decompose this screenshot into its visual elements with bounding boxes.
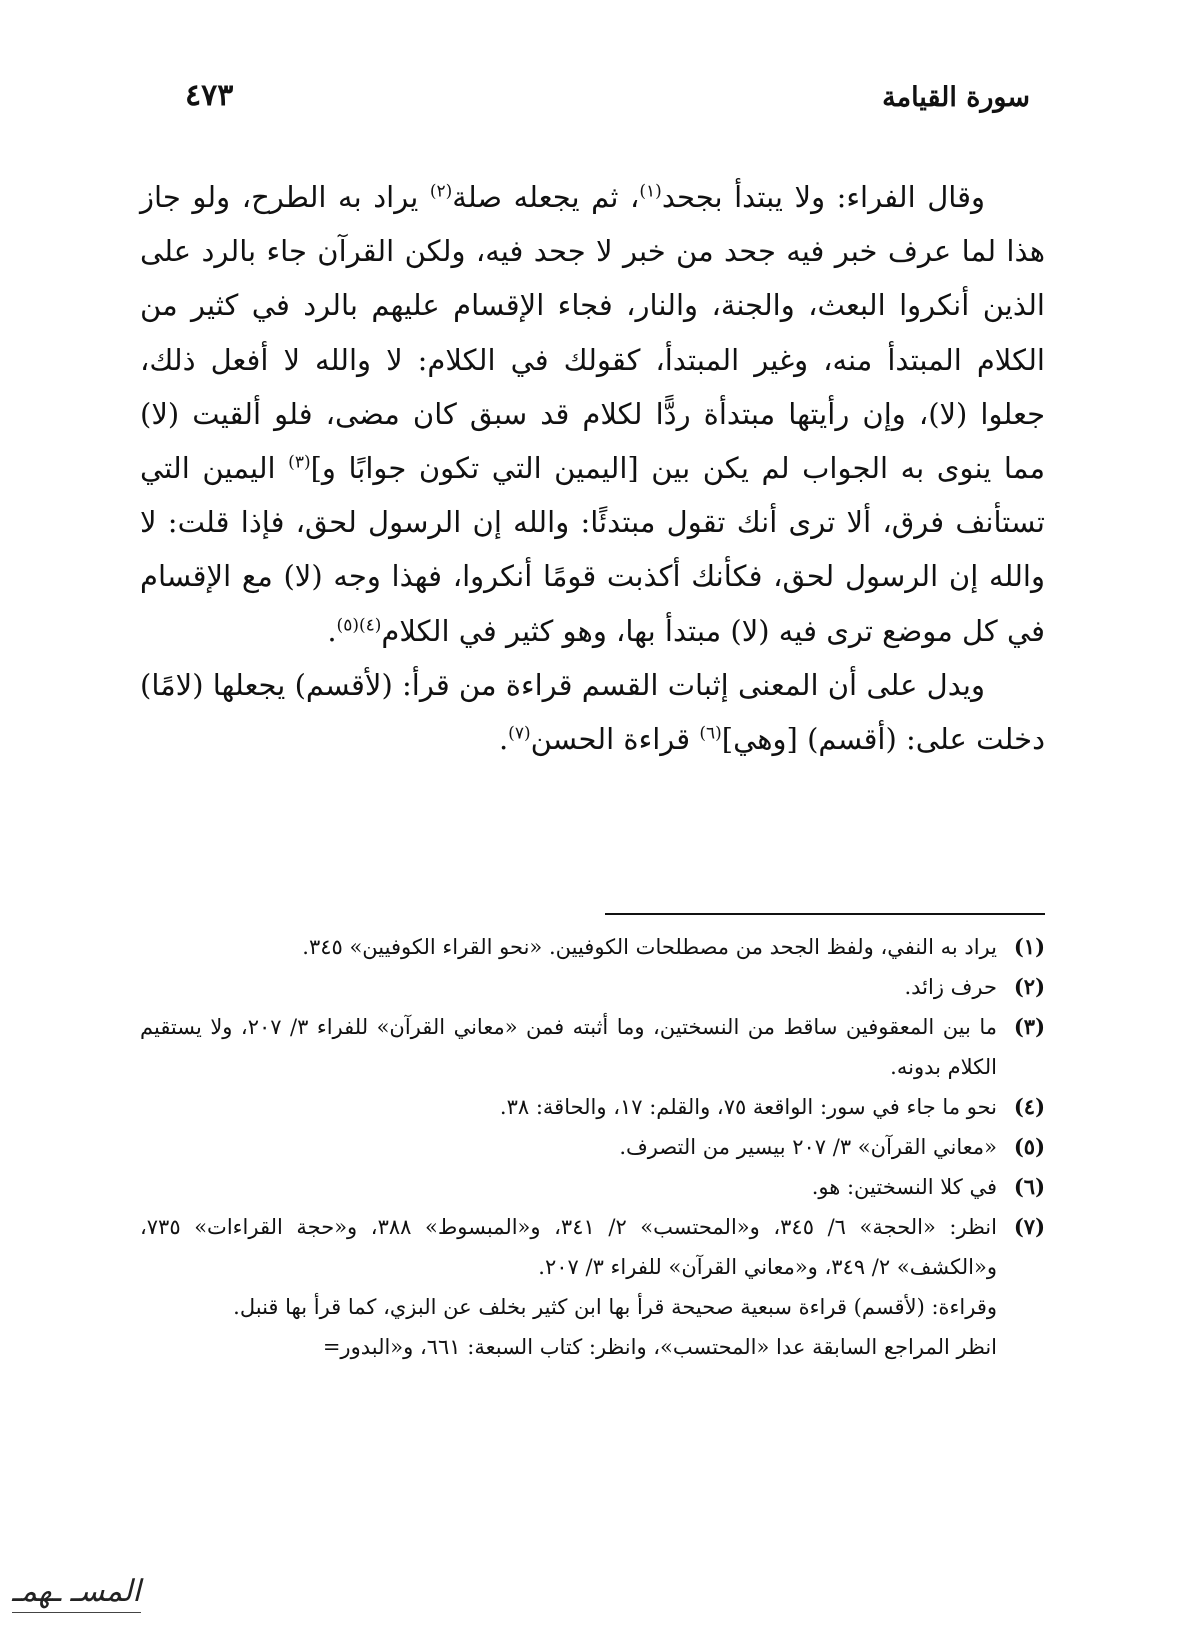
footnote-number: (٢) xyxy=(1013,974,1045,999)
footnote-ref: (١) xyxy=(639,181,662,202)
text-run: ويدل على أن المعنى إثبات القسم قراءة من قرأ: (لأقسم) يجعلها (لامًا) دخلت على: (أقسم) [وهي] xyxy=(140,667,1045,757)
library-watermark: المسـ ـهمـ xyxy=(12,1572,141,1613)
text-run: اليمين التي تستأنف فرق، ألا ترى أنك تقول مبتدئًا: والله إن الرسول لحق، فإذا قلت: لا والله إن الرسول لحق، فكأنك أكذبت قومًا أنكروا، فهذا وجه (لا) مع الإقسام في كل موضع ترى فيه (لا) مبتدأ بها، وهو كثير في الكلام xyxy=(140,451,1045,648)
footnote-number: (١) xyxy=(1013,934,1045,959)
text-run: . xyxy=(498,722,509,757)
footnote-number: (٤) xyxy=(1013,1094,1045,1119)
footnote-number: (٥) xyxy=(1013,1134,1045,1159)
text-run: قراءة الحسن xyxy=(530,722,700,757)
footnote-item xyxy=(140,1087,1045,1127)
text-run: يراد به الطرح، ولو جاز هذا لما عرف خبر فيه جحد من خبر لا جحد فيه، ولكن القرآن جاء بالرد على الذين أنكروا البعث، والجنة، والنار، فجاء الإقسام عليهم بالرد في كثير من الكلام المبتدأ منه، وغير المبتدأ، كقولك في الكلام: لا والله لا أفعل ذلك، جعلوا (لا)، وإن رأيتها مبتدأة ردًّا لكلام قد سبق كان مضى، فلو ألقيت (لا) مما ينوى به الجواب لم يكن بين [اليمين التي تكون جوابًا و] xyxy=(140,180,1045,486)
footnote-text: حرف زائد. xyxy=(904,975,997,999)
footnote-item xyxy=(140,967,1045,1007)
paragraph-2 xyxy=(140,658,1045,766)
footnote-ref: (٤)(٥) xyxy=(336,614,382,635)
footnote-ref: (٧) xyxy=(508,723,531,744)
main-text xyxy=(140,170,1045,766)
footnote-text: نحو ما جاء في سور: الواقعة ٧٥، والقلم: ١٧، والحاقة: ٣٨. xyxy=(499,1095,997,1119)
running-title: سورة القيامة xyxy=(882,82,1030,113)
paragraph-1 xyxy=(140,170,1045,658)
footnote-text: «معاني القرآن» ٣/ ٢٠٧ بيسير من التصرف. xyxy=(619,1135,997,1159)
footnote-ref: (٦) xyxy=(699,723,722,744)
footnote-item xyxy=(140,927,1045,967)
footnotes xyxy=(140,927,1045,1367)
footnote-text: يراد به النفي، ولفظ الجحد من مصطلحات الكوفيين. «نحو القراء الكوفيين» ٣٤٥. xyxy=(302,935,997,959)
text-run: . xyxy=(327,613,337,648)
footnote-continuation: وقراءة: (لأقسم) قراءة سبعية صحيحة قرأ بها ابن كثير بخلف عن البزي، كما قرأ بها قنبل. xyxy=(233,1295,997,1319)
footnote-item xyxy=(140,1007,1045,1087)
text-run: وقال الفراء: ولا يبتدأ بجحد xyxy=(661,180,985,214)
footnote-ref: (٣) xyxy=(288,452,311,473)
footnote-number: (٧) xyxy=(1013,1214,1045,1239)
footnote-item xyxy=(140,1207,1045,1287)
footnote-ref: (٢) xyxy=(429,181,453,202)
page-number: ٤٧٣ xyxy=(185,78,234,113)
footnote-text: انظر: «الحجة» ٦/ ٣٤٥، و«المحتسب» ٢/ ٣٤١، و«المبسوط» ٣٨٨، و«حجة القراءات» ٧٣٥، و«الكشف» ٢/ ٣٤٩، و«معاني القرآن» للفراء ٣/ ٢٠٧. xyxy=(140,1215,997,1279)
footnote-text: ما بين المعقوفين ساقط من النسختين، وما أثبته فمن «معاني القرآن» للفراء ٣/ ٢٠٧، ولا يستقيم الكلام بدونه. xyxy=(140,1015,997,1079)
footnote-item xyxy=(140,1127,1045,1167)
footnote-text: في كلا النسختين: هو. xyxy=(811,1175,997,1199)
footnote-continuation: انظر المراجع السابقة عدا «المحتسب»، وانظر: كتاب السبعة: ٦٦١، و«البدور= xyxy=(322,1335,997,1359)
footnote-number: (٦) xyxy=(1013,1174,1045,1199)
footnote-number: (٣) xyxy=(1013,1014,1045,1039)
footnote-item xyxy=(140,1167,1045,1207)
text-run: ، ثم يجعله صلة xyxy=(452,180,640,214)
page-header xyxy=(0,78,1185,132)
footnote-divider xyxy=(605,913,1045,915)
